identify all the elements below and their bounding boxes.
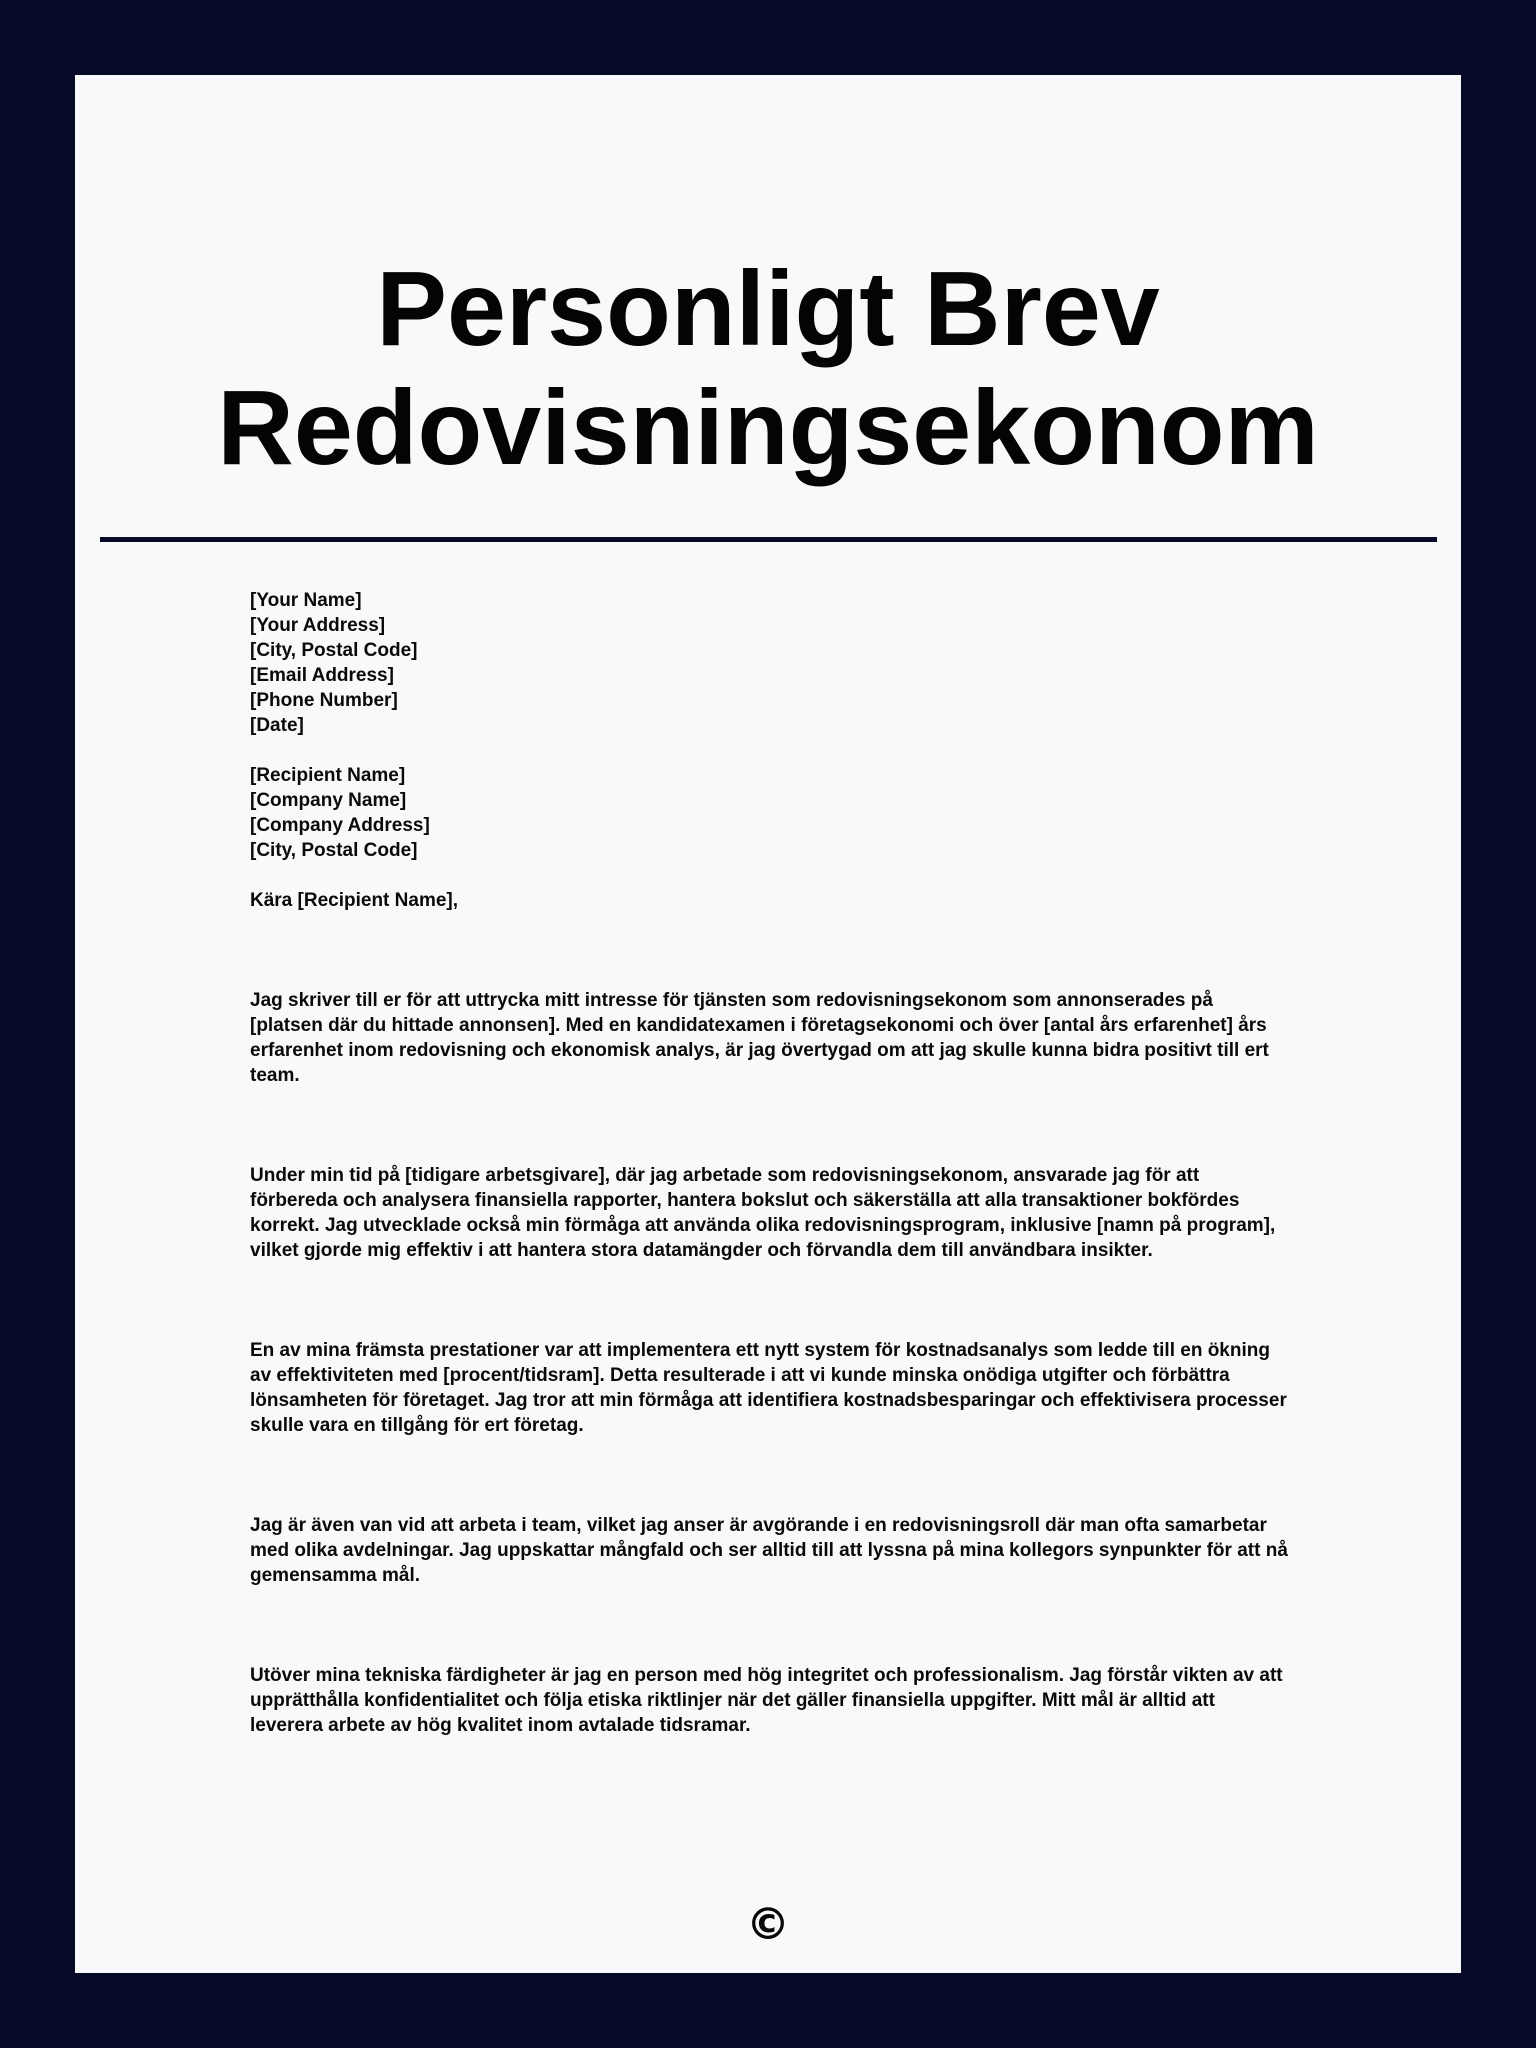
paragraph-1: Jag skriver till er för att uttrycka mitt intresse för tjänsten som redovisningsekonom som annonserades på [platsen där du hittade annonsen]. Med en kandidatexamen i företagsekonomi och över [antal års erfarenhet] års erfarenhet inom redovisning och ekonomisk analys, är jag övertygad om att jag skulle kunna bidra positivt till ert team. bbox=[250, 990, 1269, 1086]
copyright-icon: © bbox=[746, 1899, 790, 1950]
sender-email: [Email Address] bbox=[250, 665, 394, 686]
paragraph-4: Jag är även van vid att arbeta i team, vilket jag anser är avgörande i en redovisningsroll där man ofta samarbetar med olika avdelningar. Jag uppskattar mångfald och ser alltid till att lyssna på mina kollegors synpunkter för att nå gemensamma mål. bbox=[250, 1515, 1288, 1586]
recipient-company: [Company Name] bbox=[250, 790, 407, 811]
salutation: Kära [Recipient Name], bbox=[250, 890, 459, 911]
sender-name: [Your Name] bbox=[250, 590, 362, 611]
title-divider bbox=[100, 537, 1437, 542]
recipient-address: [Company Address] bbox=[250, 815, 430, 836]
title-line-2: Redovisningsekonom bbox=[217, 369, 1319, 487]
paragraph-3: En av mina främsta prestationer var att implementera ett nytt system för kostnadsanalys som ledde till en ökning av effektiviteten med [procent/tidsram]. Detta resulterade i att vi kunde minska onödiga utgifter och förbättra lönsamheten för företaget. Jag tror att min förmåga att identifiera kostnadsbesparingar och effektivisera processer skulle vara en tillgång för ert företag. bbox=[250, 1340, 1287, 1436]
sender-phone: [Phone Number] bbox=[250, 690, 398, 711]
recipient-name: [Recipient Name] bbox=[250, 765, 406, 786]
sender-address: [Your Address] bbox=[250, 615, 386, 636]
page-title bbox=[75, 250, 1461, 488]
recipient-city: [City, Postal Code] bbox=[250, 840, 418, 861]
title-line-1: Personligt Brev bbox=[376, 250, 1160, 368]
letter-page bbox=[75, 75, 1461, 1973]
letter-date: [Date] bbox=[250, 715, 304, 736]
recipient-block bbox=[250, 763, 1290, 863]
sender-block bbox=[250, 588, 1290, 738]
paragraph-2: Under min tid på [tidigare arbetsgivare], där jag arbetade som redovisningsekonom, ansvarade jag för att förbereda och analysera finansiella rapporter, hantera bokslut och säkerställa att alla transaktioner bokfördes korrekt. Jag utvecklade också min förmåga att använda olika redovisningsprogram, inklusive [namn på program], vilket gjorde mig effektiv i att hantera stora datamängder och förvandla dem till användbara insikter. bbox=[250, 1165, 1276, 1261]
sender-city: [City, Postal Code] bbox=[250, 640, 418, 661]
paragraph-5: Utöver mina tekniska färdigheter är jag en person med hög integritet och professionalism. Jag förstår vikten av att upprätthålla konfidentialitet och följa etiska riktlinjer när det gäller finansiella uppgifter. Mitt mål är alltid att leverera arbete av hög kvalitet inom avtalade tidsramar. bbox=[250, 1665, 1283, 1736]
letter-body bbox=[250, 588, 1290, 1738]
